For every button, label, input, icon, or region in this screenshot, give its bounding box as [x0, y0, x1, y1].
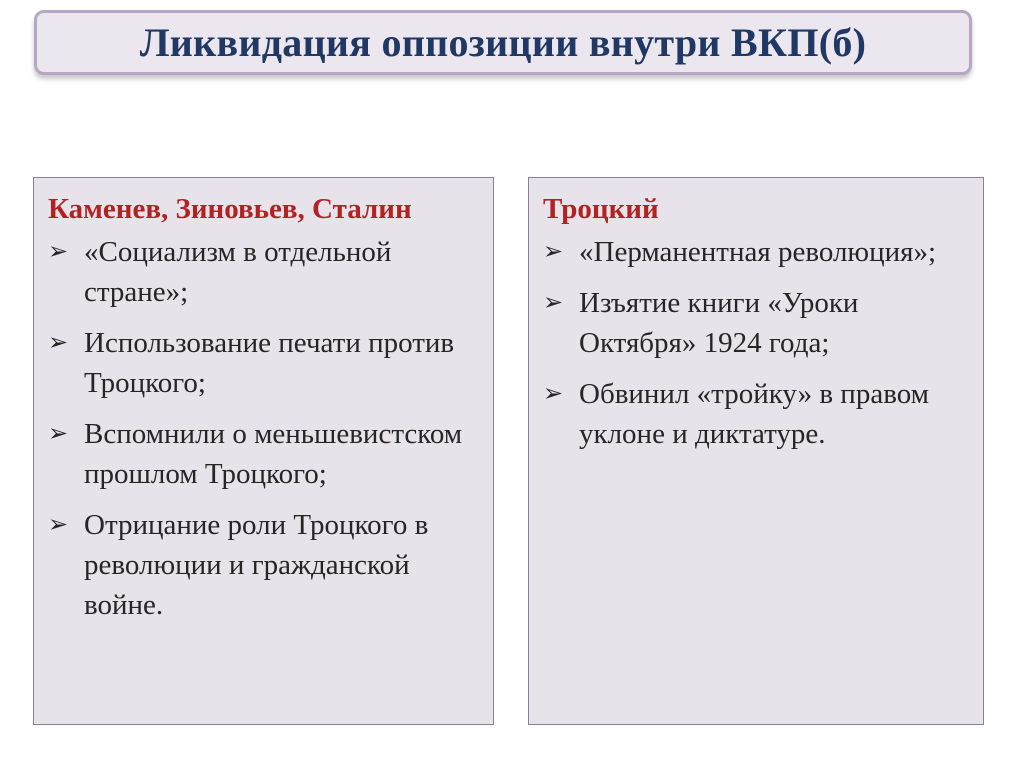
left-column-panel: [33, 177, 494, 725]
slide-title: Ликвидация оппозиции внутри ВКП(б): [139, 20, 867, 65]
right-column-list: [543, 232, 973, 454]
left-column-list: [48, 232, 483, 625]
list-item-text: Обвинил «тройку» в правом уклоне и диктатуре.: [579, 378, 929, 450]
list-item-text: Вспомнили о меньшевистском прошлом Троцкого;: [84, 418, 463, 490]
list-item-text: Отрицание роли Троцкого в революции и гражданской войне.: [84, 509, 429, 621]
right-column-heading: Троцкий: [543, 193, 659, 225]
arrowhead-bullet-icon: ➢: [48, 239, 69, 265]
list-item-text: «Социализм в отдельной стране»;: [84, 236, 392, 308]
list-item: [48, 232, 483, 312]
left-column-heading: Каменев, Зиновьев, Сталин: [48, 193, 412, 225]
list-item: [543, 374, 973, 454]
list-item: [48, 414, 483, 494]
list-item-text: Изъятие книги «Уроки Октября» 1924 года;: [579, 287, 859, 359]
list-item-text: «Перманентная революция»;: [579, 236, 937, 268]
list-item: [543, 283, 973, 363]
title-banner: [34, 10, 972, 75]
right-column-panel: [528, 177, 984, 725]
list-item: [543, 232, 973, 272]
arrowhead-bullet-icon: ➢: [543, 381, 564, 407]
arrowhead-bullet-icon: ➢: [543, 290, 564, 316]
arrowhead-bullet-icon: ➢: [48, 421, 69, 447]
list-item: [48, 323, 483, 403]
arrowhead-bullet-icon: ➢: [543, 239, 564, 265]
list-item: [48, 505, 483, 625]
arrowhead-bullet-icon: ➢: [48, 330, 69, 356]
arrowhead-bullet-icon: ➢: [48, 512, 69, 538]
list-item-text: Использование печати против Троцкого;: [84, 327, 455, 399]
